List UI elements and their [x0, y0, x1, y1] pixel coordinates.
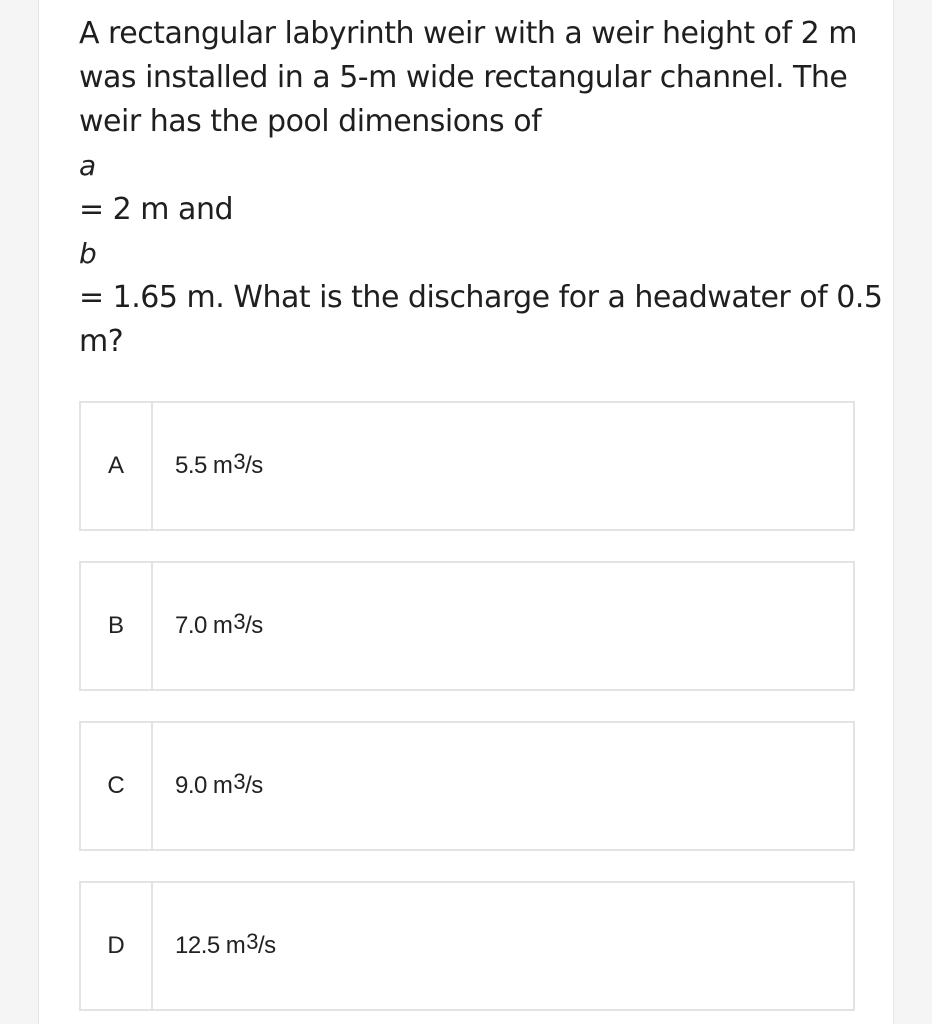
- option-c[interactable]: [79, 721, 855, 851]
- variable-a: a: [79, 149, 96, 182]
- option-exponent: 3: [246, 929, 258, 954]
- question-line: weir has the pool dimensions of: [79, 104, 542, 139]
- variable-b: b: [79, 237, 97, 270]
- question-card: [38, 0, 894, 1024]
- option-value: 5.5: [175, 452, 207, 479]
- option-letter: A: [81, 403, 153, 529]
- option-d[interactable]: [79, 881, 855, 1011]
- option-a[interactable]: [79, 401, 855, 531]
- option-unit: m: [212, 452, 233, 479]
- question-line: was installed in a 5-m wide rectangular channel. The: [79, 60, 848, 95]
- option-answer: [175, 563, 263, 689]
- option-value: 7.0: [175, 612, 207, 639]
- option-unit: m: [212, 772, 233, 799]
- option-answer: [175, 883, 276, 1009]
- question-line: A rectangular labyrinth weir with a weir height of 2 m: [79, 16, 857, 51]
- option-per: /s: [245, 772, 263, 799]
- option-exponent: 3: [233, 769, 246, 794]
- option-answer: [175, 723, 263, 849]
- option-per: /s: [245, 612, 263, 639]
- option-per: /s: [245, 452, 263, 479]
- question-text: [79, 12, 883, 364]
- question-line: m?: [79, 324, 124, 359]
- option-letter: C: [81, 723, 153, 849]
- question-line: = 2 m and: [79, 192, 233, 227]
- option-b[interactable]: [79, 561, 855, 691]
- option-answer: [175, 403, 263, 529]
- option-letter: D: [81, 883, 153, 1009]
- option-exponent: 3: [233, 609, 246, 634]
- question-line: = 1.65 m. What is the discharge for a headwater of 0.5: [79, 280, 883, 315]
- option-per: /s: [257, 932, 276, 959]
- option-unit: m: [225, 932, 246, 959]
- option-letter: B: [81, 563, 153, 689]
- option-exponent: 3: [233, 449, 246, 474]
- option-value: 12.5: [175, 932, 220, 959]
- option-value: 9.0: [175, 772, 207, 799]
- answer-options: [79, 401, 855, 1024]
- option-unit: m: [212, 612, 233, 639]
